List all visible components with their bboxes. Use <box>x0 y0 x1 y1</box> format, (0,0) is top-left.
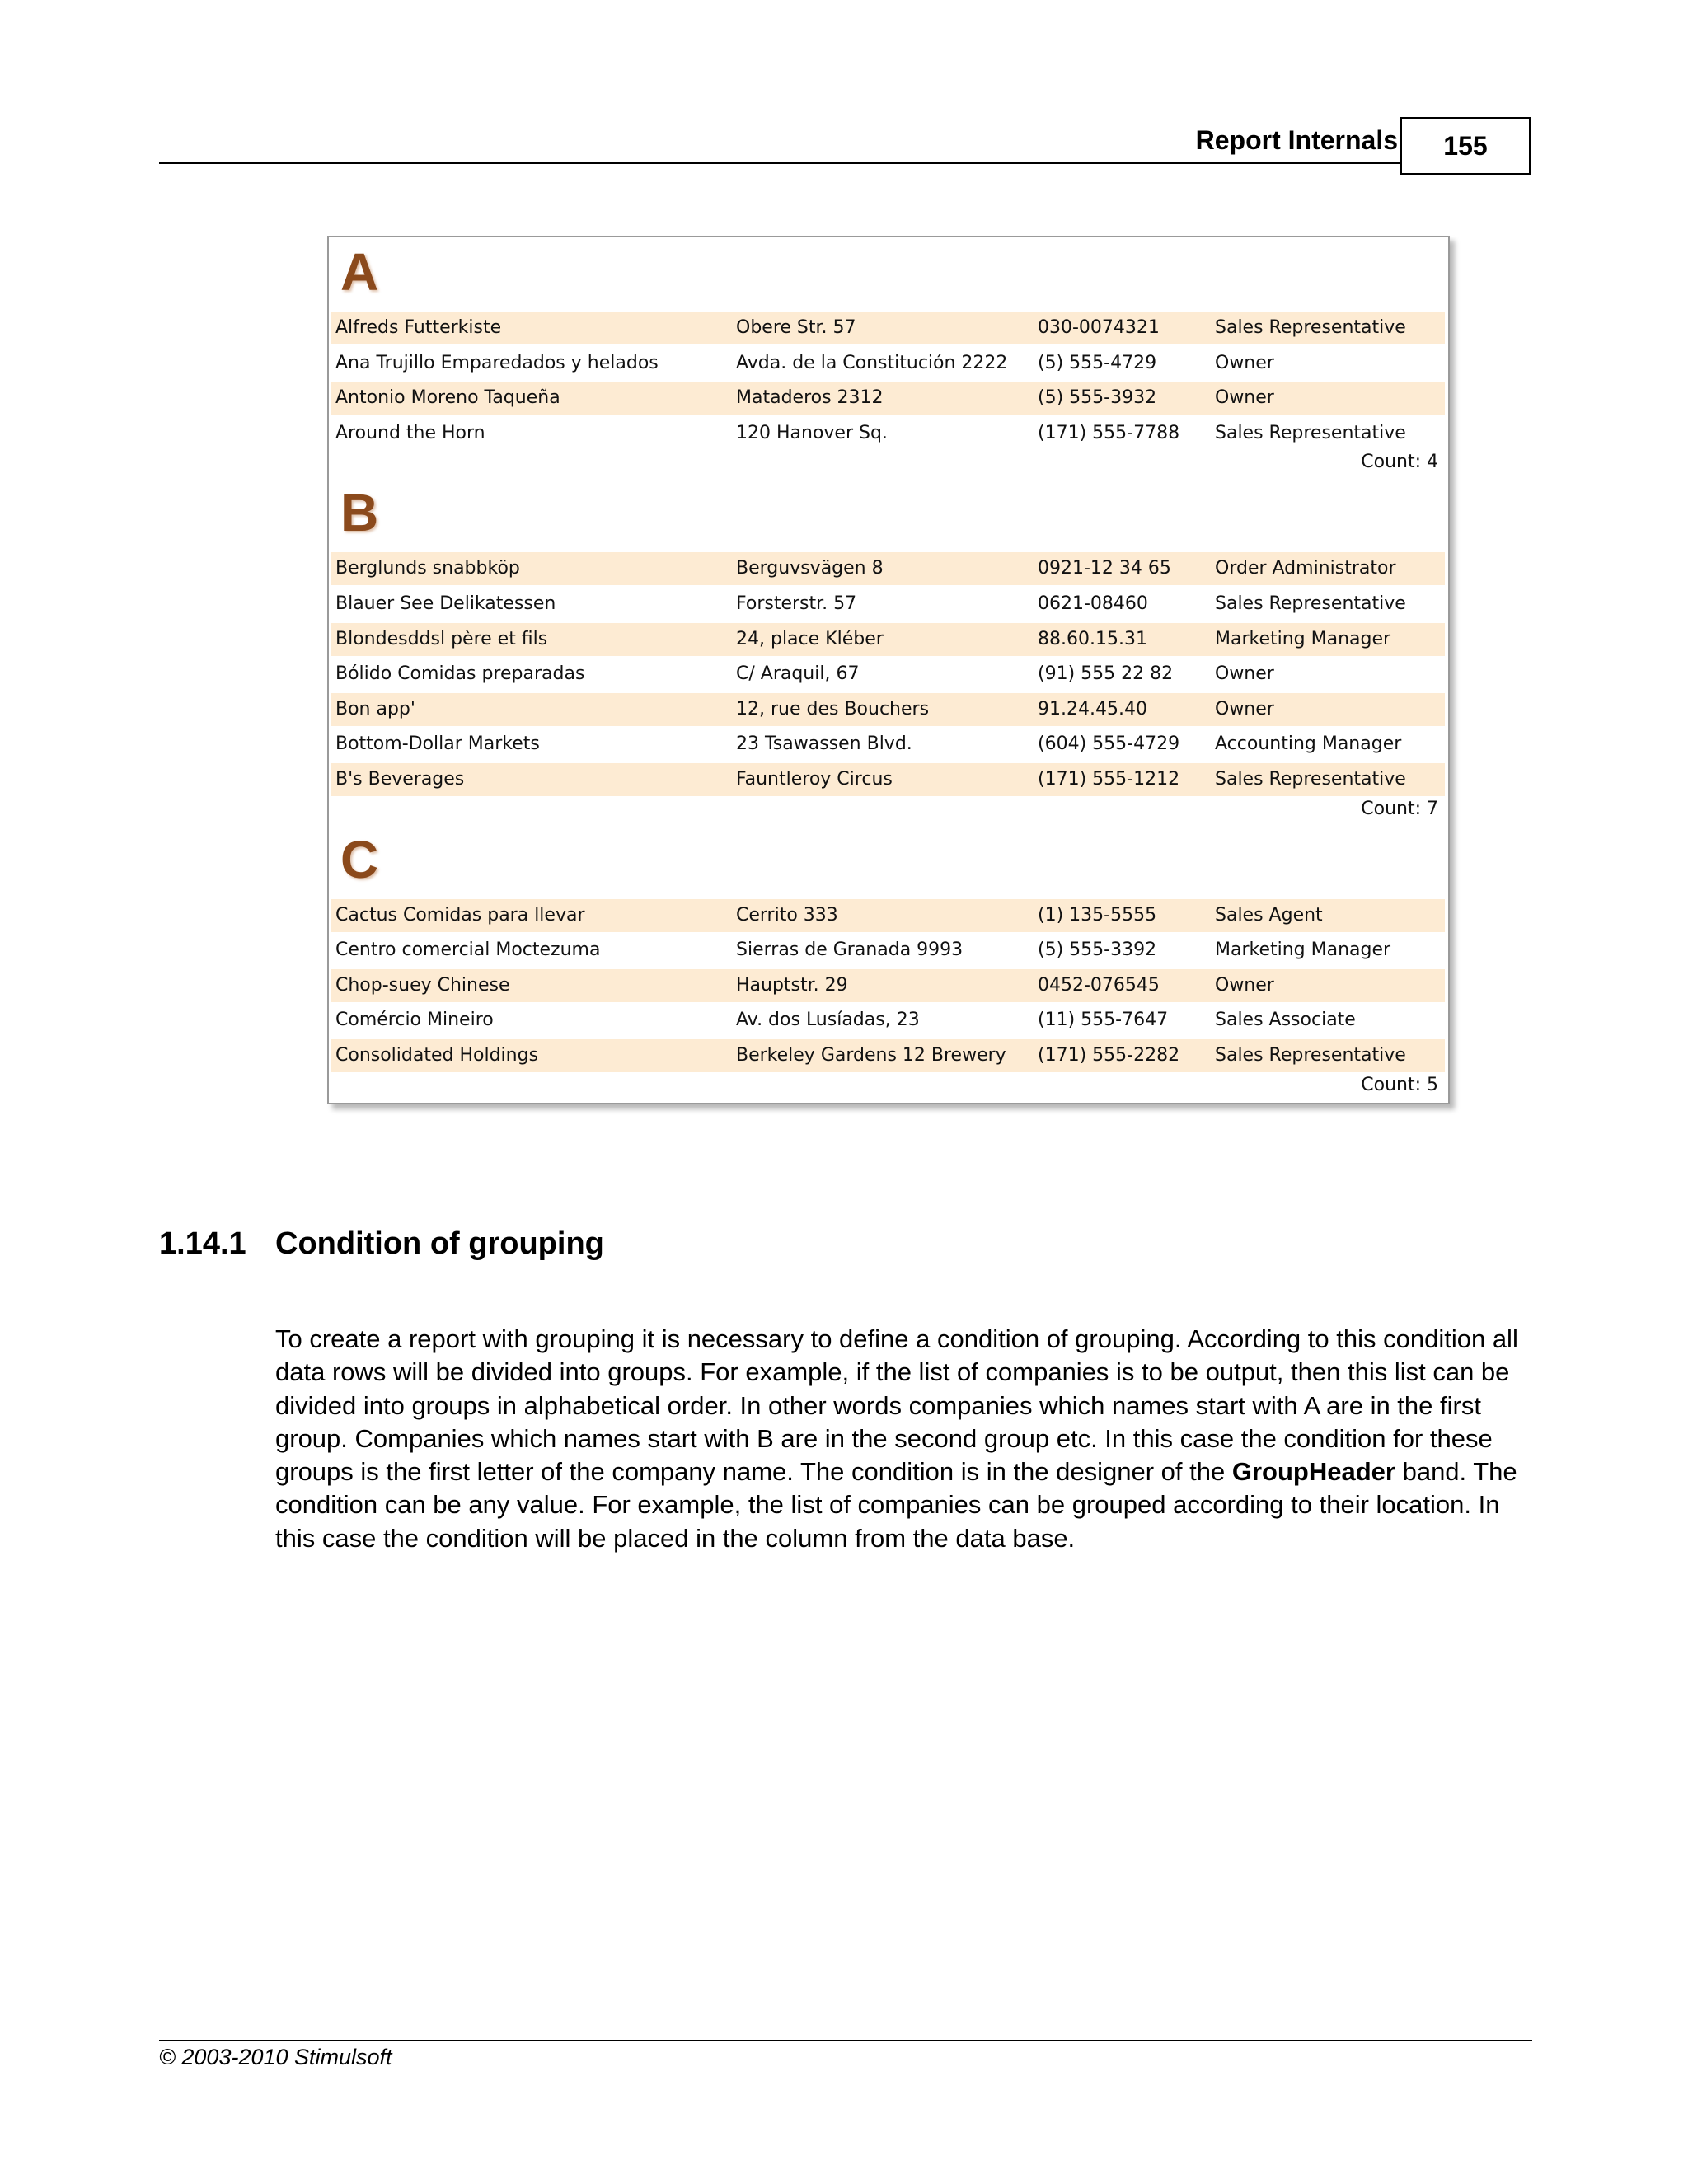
table-row <box>331 899 1445 932</box>
section-title: Condition of grouping <box>275 1226 604 1261</box>
section-number: 1.14.1 <box>159 1226 246 1261</box>
group-header-letter: C <box>340 829 379 889</box>
phone-cell: 0452-076545 <box>1038 974 1160 996</box>
contact-title-cell: Accounting Manager <box>1215 733 1402 755</box>
contact-title-cell: Owner <box>1215 352 1274 373</box>
contact-title-cell: Sales Representative <box>1215 769 1406 790</box>
phone-cell: 91.24.45.40 <box>1038 698 1147 719</box>
company-cell: Comércio Mineiro <box>335 1010 494 1031</box>
company-cell: B's Beverages <box>335 769 465 790</box>
phone-cell: (5) 555-4729 <box>1038 352 1157 373</box>
group-header-letter: B <box>340 483 379 543</box>
group-footer-count: Count: 4 <box>1361 452 1438 473</box>
company-cell: Bon app' <box>335 698 415 719</box>
contact-title-cell: Owner <box>1215 663 1274 685</box>
contact-title-cell: Sales Representative <box>1215 317 1406 338</box>
table-row <box>331 728 1445 761</box>
company-cell: Blauer See Delikatessen <box>335 593 556 614</box>
company-cell: Ana Trujillo Emparedados y helados <box>335 352 659 373</box>
address-cell: Avda. de la Constitución 2222 <box>736 352 1008 373</box>
contact-title-cell: Sales Agent <box>1215 904 1323 926</box>
paragraph-bold-term: GroupHeader <box>1231 1457 1395 1487</box>
table-row <box>331 1039 1445 1072</box>
table-row <box>331 552 1445 585</box>
address-cell: 23 Tsawassen Blvd. <box>736 733 912 755</box>
address-cell: 12, rue des Bouchers <box>736 698 930 719</box>
contact-title-cell: Owner <box>1215 698 1274 719</box>
address-cell: Hauptstr. 29 <box>736 974 848 996</box>
group-footer-count: Count: 7 <box>1361 798 1438 819</box>
header-title: Report Internals <box>1195 125 1398 155</box>
contact-title-cell: Sales Representative <box>1215 422 1406 443</box>
contact-title-cell: Owner <box>1215 974 1274 996</box>
contact-title-cell: Sales Representative <box>1215 593 1406 614</box>
footer-rule <box>159 2040 1532 2041</box>
company-cell: Bólido Comidas preparadas <box>335 663 585 685</box>
group-footer-count: Count: 5 <box>1361 1074 1438 1095</box>
company-cell: Around the Horn <box>335 422 485 443</box>
contact-title-cell: Owner <box>1215 387 1274 409</box>
table-row <box>331 1004 1445 1037</box>
phone-cell: (1) 135-5555 <box>1038 904 1157 926</box>
table-row <box>331 417 1445 450</box>
address-cell: Berkeley Gardens 12 Brewery <box>736 1045 1006 1066</box>
table-row <box>331 312 1445 344</box>
address-cell: C/ Araquil, 67 <box>736 663 860 685</box>
contact-title-cell: Marketing Manager <box>1215 940 1391 961</box>
company-cell: Bottom-Dollar Markets <box>335 733 540 755</box>
body-paragraph <box>275 1323 1536 1555</box>
contact-title-cell: Marketing Manager <box>1215 628 1391 649</box>
table-row <box>331 934 1445 967</box>
group-header-letter: A <box>340 242 379 302</box>
contact-title-cell: Sales Representative <box>1215 1045 1406 1066</box>
company-cell: Antonio Moreno Taqueña <box>335 387 560 409</box>
address-cell: 24, place Kléber <box>736 628 884 649</box>
table-row <box>331 658 1445 691</box>
table-row <box>331 588 1445 621</box>
phone-cell: (91) 555 22 82 <box>1038 663 1174 685</box>
table-row <box>331 347 1445 380</box>
address-cell: Av. dos Lusíadas, 23 <box>736 1010 920 1031</box>
contact-title-cell: Sales Associate <box>1215 1010 1356 1031</box>
address-cell: Cerrito 333 <box>736 904 838 926</box>
address-cell: Forsterstr. 57 <box>736 593 857 614</box>
company-cell: Centro comercial Moctezuma <box>335 940 601 961</box>
phone-cell: (11) 555-7647 <box>1038 1010 1169 1031</box>
company-cell: Consolidated Holdings <box>335 1045 539 1066</box>
phone-cell: (171) 555-7788 <box>1038 422 1180 443</box>
company-cell: Chop-suey Chinese <box>335 974 510 996</box>
table-row <box>331 969 1445 1002</box>
table-row <box>331 763 1445 796</box>
company-cell: Blondesddsl père et fils <box>335 628 548 649</box>
address-cell: Berguvsvägen 8 <box>736 558 884 579</box>
company-cell: Alfreds Futterkiste <box>335 317 502 338</box>
table-row <box>331 693 1445 726</box>
paragraph-text-1: To create a report with grouping it is necessary to define a condition of grouping. According to this condition all data rows will be divided into groups. For example, if the list of companies is to be output, then this list can be divided into groups in alphabetical order. In other words companies which names start with A are in the first group. Companies which names start with B are in the second group etc. In this case the condition for these groups is the first letter of the company name. The condition is in the designer of the <box>275 1324 1518 1487</box>
address-cell: Fauntleroy Circus <box>736 769 893 790</box>
report-preview-figure <box>327 236 1450 1104</box>
phone-cell: (5) 555-3932 <box>1038 387 1157 409</box>
phone-cell: 0921-12 34 65 <box>1038 558 1171 579</box>
table-row <box>331 623 1445 656</box>
section-heading <box>159 1228 604 1259</box>
address-cell: Obere Str. 57 <box>736 317 856 338</box>
phone-cell: 0621-08460 <box>1038 593 1148 614</box>
phone-cell: (171) 555-2282 <box>1038 1045 1180 1066</box>
table-row <box>331 382 1445 415</box>
page-header <box>159 117 1532 176</box>
contact-title-cell: Order Administrator <box>1215 558 1396 579</box>
paragraph-text-2: band. The condition can be any value. For example, the list of companies can be grouped according to their location. In this case the condition will be placed in the column from the data base. <box>275 1457 1517 1553</box>
address-cell: 120 Hanover Sq. <box>736 422 888 443</box>
phone-cell: 88.60.15.31 <box>1038 628 1147 649</box>
address-cell: Sierras de Granada 9993 <box>736 940 964 961</box>
address-cell: Mataderos 2312 <box>736 387 884 409</box>
phone-cell: (5) 555-3392 <box>1038 940 1157 961</box>
page-number: 155 <box>1400 117 1531 175</box>
phone-cell: (604) 555-4729 <box>1038 733 1180 755</box>
company-cell: Berglunds snabbköp <box>335 558 520 579</box>
phone-cell: (171) 555-1212 <box>1038 769 1180 790</box>
company-cell: Cactus Comidas para llevar <box>335 904 585 926</box>
header-rule <box>159 162 1402 164</box>
phone-cell: 030-0074321 <box>1038 317 1160 338</box>
footer-copyright: © 2003-2010 Stimulsoft <box>159 2045 392 2069</box>
